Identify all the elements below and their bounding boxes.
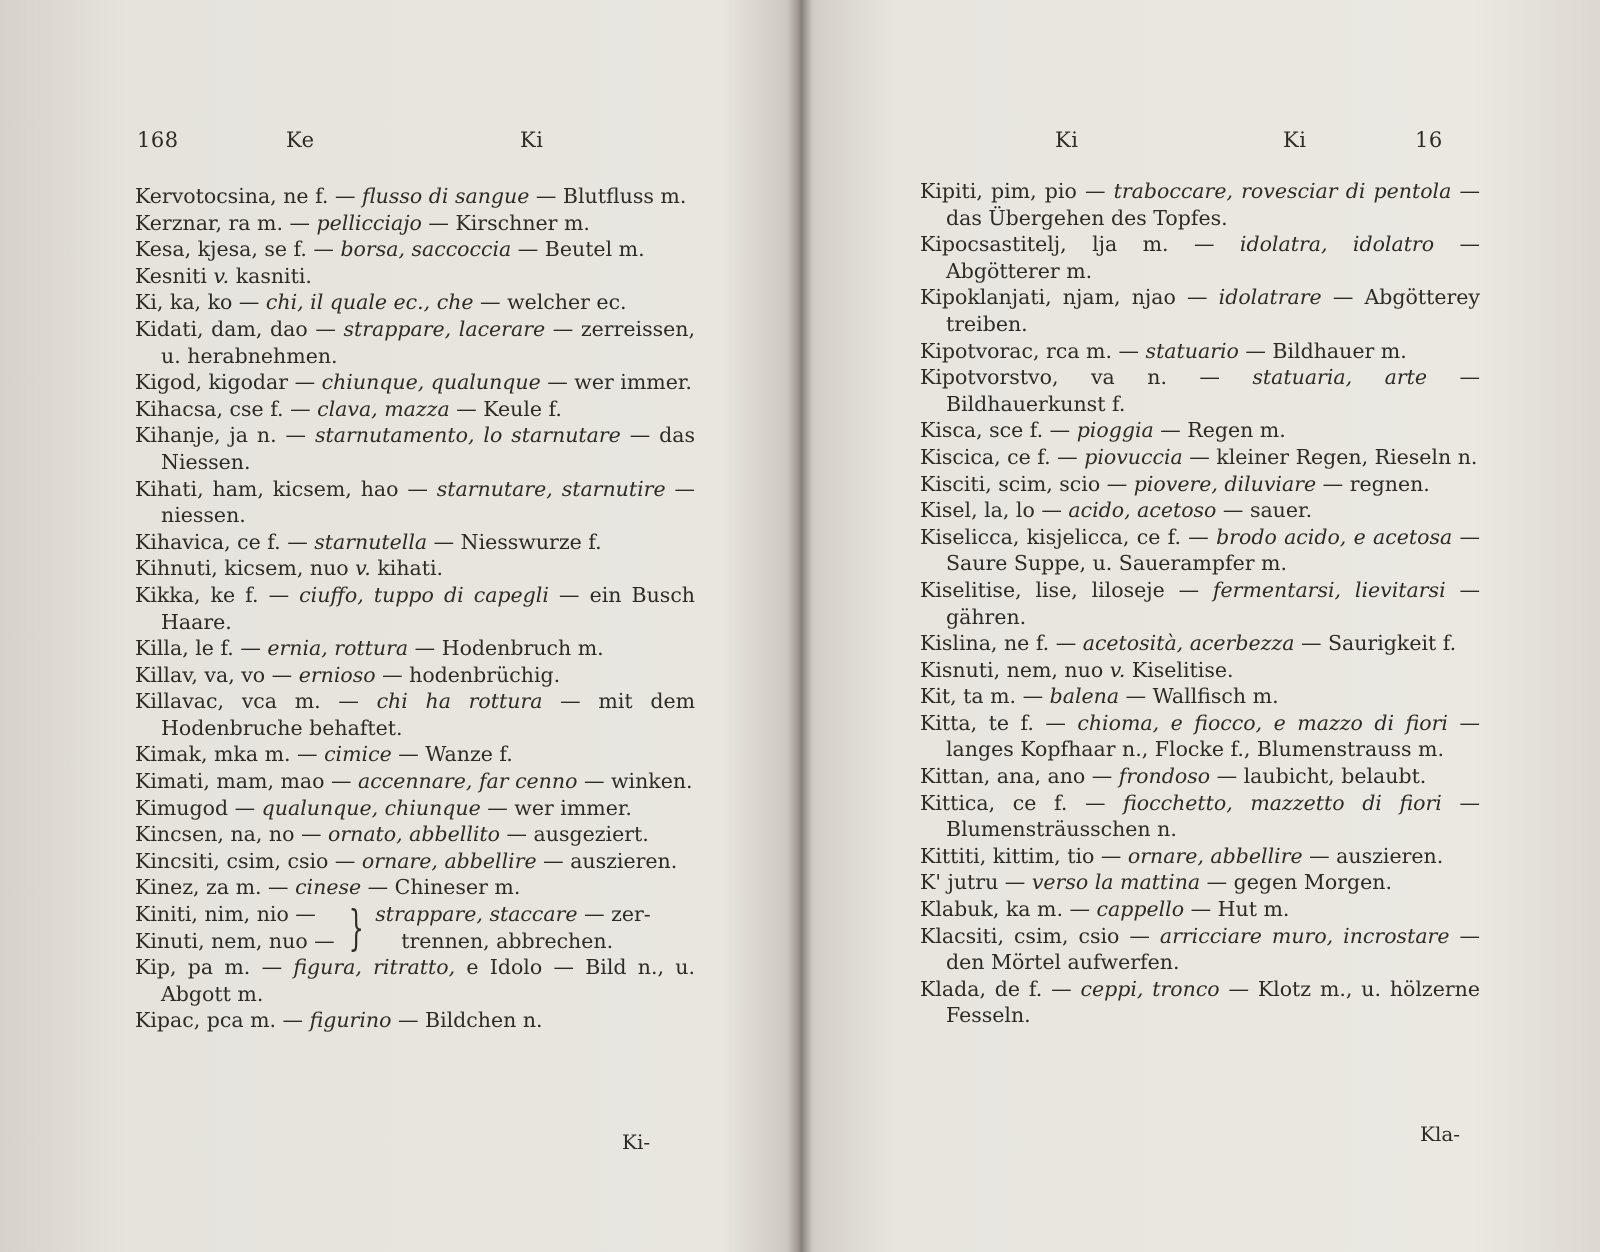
entry-german: — Chineser m.	[361, 875, 521, 900]
entry-german: — gegen Morgen.	[1200, 870, 1392, 895]
dictionary-entry	[920, 763, 1480, 790]
entry-italian: acido, acetoso	[1068, 498, 1217, 523]
entry-german: — ausgeziert.	[500, 822, 649, 847]
entry-headword: Kittiti, kittim, tio —	[920, 843, 1128, 868]
entry-headword: Kesniti	[135, 263, 214, 288]
dictionary-entry	[135, 688, 695, 741]
dictionary-entry	[920, 976, 1480, 1029]
entry-german: — Klotz m., u. hölzerne Fesseln.	[946, 976, 1480, 1028]
entry-german: — ein Busch Haare.	[161, 582, 695, 634]
entry-italian: ciuffo, tuppo di capegli	[299, 582, 549, 607]
entry-german: — das Übergehen des Topfes.	[946, 179, 1480, 230]
entry-italian: traboccare, rovesciar di pentola	[1113, 179, 1452, 203]
entry-italian: ernioso	[298, 662, 376, 687]
entry-german: — Bildhauer m.	[1238, 338, 1407, 363]
entry-italian: idolatra, idolatro	[1239, 232, 1435, 257]
dictionary-entry	[920, 338, 1480, 365]
right-page-number: 16	[1415, 128, 1443, 152]
entry-headword: Kigod, kigodar —	[135, 370, 322, 395]
entry-italian: figurino	[309, 1008, 392, 1033]
entry-headword: Kihacsa, cse f. —	[135, 396, 318, 421]
entry-italian: brodo acido, e acetosa	[1216, 524, 1453, 549]
dictionary-entry	[920, 923, 1480, 976]
right-catchword: Kla-	[1420, 1122, 1461, 1146]
entry-german: — Hodenbruch m.	[408, 636, 604, 661]
entry-german: — den Mörtel aufwerfen.	[946, 923, 1480, 975]
dictionary-entry	[920, 843, 1480, 870]
entry-german: kihati.	[370, 556, 444, 581]
dictionary-entry	[135, 210, 695, 237]
entry-headword: Kimati, mam, mao —	[135, 769, 359, 794]
entry-italian: cinese	[295, 875, 362, 900]
entry-headword: K' jutru —	[920, 870, 1032, 895]
entry-italian: ornare, abbellire	[361, 848, 537, 873]
entry-headword: Killa, le f. —	[135, 636, 268, 661]
entry-italian: borsa, saccoccia	[340, 237, 512, 262]
brace-glyph: }	[348, 899, 364, 956]
entry-german: Kiselitise.	[1125, 657, 1234, 682]
left-entries	[135, 183, 695, 1034]
brace-german-2: trennen, abbrechen.	[401, 928, 614, 953]
entry-italian: idolatrare	[1218, 285, 1322, 310]
entry-german: — Niesswurze f.	[427, 529, 602, 554]
entry-italian: v.	[1109, 657, 1126, 682]
dictionary-entry	[920, 284, 1480, 337]
entry-headword: Kimugod —	[135, 795, 262, 820]
entry-italian: accennare, far cenno	[358, 769, 578, 794]
entry-german: — Hut m.	[1184, 897, 1290, 922]
right-page	[800, 0, 1600, 1252]
entry-german: — Blumensträusschen n.	[946, 790, 1480, 842]
entry-german: — niessen.	[161, 476, 695, 528]
entry-italian: chi ha rottura	[376, 689, 543, 714]
entry-german: — Abgötterey treiben.	[946, 285, 1480, 336]
entry-headword: Klada, de f. —	[920, 976, 1081, 1001]
dictionary-entry	[135, 529, 695, 556]
entry-headword: Kidati, dam, dao —	[135, 316, 344, 341]
entry-headword: Kimak, mka m. —	[135, 742, 325, 767]
entry-headword: Kittan, ana, ano —	[920, 764, 1119, 789]
entry-german: — Regen m.	[1153, 418, 1286, 443]
entry-headword: Klacsiti, csim, csio —	[920, 923, 1160, 948]
entry-headword: Kincsiti, csim, csio —	[135, 848, 362, 873]
entry-german: — Blutfluss m.	[529, 184, 687, 208]
dictionary-entry	[920, 364, 1480, 417]
entry-headword: Kipotvorstvo, va n. —	[920, 365, 1253, 390]
dictionary-entry	[920, 896, 1480, 923]
entry-italian: ceppi, tronco	[1080, 976, 1220, 1001]
dictionary-entry	[920, 178, 1480, 231]
dictionary-entry	[920, 869, 1480, 896]
entry-headword: Kipotvorac, rca m. —	[920, 338, 1146, 363]
entry-headword: Kincsen, na, no —	[135, 822, 328, 847]
entry-italian: ornato, abbellito	[327, 822, 501, 847]
entry-headword: Kihnuti, kicsem, nuo	[135, 556, 356, 581]
entry-headword: Kiselicca, kisjelicca, ce f. —	[920, 524, 1217, 549]
right-header-left: Ki	[1055, 128, 1079, 152]
entry-german: — wer immer.	[540, 370, 692, 395]
entry-headword: Kipoklanjati, njam, njao —	[920, 285, 1219, 310]
dictionary-entry	[135, 1007, 695, 1034]
entry-italian: chi, il quale ec., che	[265, 290, 474, 315]
entry-headword: Kislina, ne f. —	[920, 631, 1083, 656]
entry-headword: Kinez, za m. —	[135, 875, 296, 900]
entry-headword: Kerznar, ra m. —	[135, 210, 317, 235]
entry-headword: Kihanje, ja n. —	[135, 423, 315, 448]
dictionary-entry	[135, 874, 695, 901]
entry-headword: Kisel, la, lo —	[920, 498, 1069, 523]
dictionary-entry	[135, 555, 695, 582]
entry-german: — hodenbrüchig.	[375, 662, 561, 687]
entry-german: — winken.	[577, 769, 693, 794]
entry-italian: strappare, lacerare	[343, 316, 546, 341]
entry-italian: chiunque, qualunque	[321, 370, 541, 395]
entry-headword: Kitta, te f. —	[920, 710, 1078, 735]
entry-headword: Kihavica, ce f. —	[135, 529, 315, 554]
dictionary-entry	[135, 662, 695, 689]
entry-italian: starnutamento, lo starnutare	[314, 423, 621, 448]
entry-german: — wer immer.	[480, 795, 632, 820]
entry-italian: balena	[1049, 684, 1120, 709]
left-header-right: Ki	[520, 128, 544, 152]
entry-italian: v.	[213, 263, 230, 288]
dictionary-entry	[135, 795, 695, 822]
right-entries	[920, 178, 1480, 1029]
dictionary-entry	[135, 316, 695, 369]
left-page	[0, 0, 790, 1252]
entry-italian: flusso di sangue	[361, 184, 530, 208]
entry-headword: Kesa, kjesa, se f. —	[135, 237, 341, 262]
entry-german: — das Niessen.	[161, 423, 695, 474]
entry-headword: Kisca, sce f. —	[920, 418, 1077, 443]
entry-italian: pellicciajo	[316, 210, 422, 235]
dictionary-entry	[135, 582, 695, 635]
entry-italian: ernia, rottura	[267, 636, 409, 661]
entry-italian: figura, ritratto,	[293, 955, 456, 980]
dictionary-entry	[920, 444, 1480, 471]
entry-italian: fiocchetto, mazzetto di fiori	[1123, 790, 1442, 815]
entry-german: — regnen.	[1316, 471, 1430, 496]
entry-headword: Kisciti, scim, scio —	[920, 471, 1134, 496]
entry-headword: Killavac, vca m. —	[135, 689, 377, 714]
entry-headword: Kipiti, pim, pio —	[920, 179, 1114, 203]
entry-german: — Bildchen n.	[391, 1008, 543, 1033]
entry-italian: fermentarsi, lievitarsi	[1212, 577, 1446, 602]
entry-italian: piovuccia	[1084, 444, 1183, 469]
left-catchword: Ki-	[622, 1130, 651, 1154]
right-header-mid: Ki	[1283, 128, 1307, 152]
entry-headword: Kihati, ham, kicsem, hao —	[135, 476, 437, 501]
entry-headword: Kisnuti, nem, nuo	[920, 657, 1110, 682]
entry-german: — Kirschner m.	[421, 210, 590, 235]
dictionary-entry	[920, 630, 1480, 657]
entry-headword: Kittica, ce f. —	[920, 790, 1124, 815]
entry-headword: Kipocsastitelj, lja m. —	[920, 232, 1240, 257]
dictionary-entry	[135, 369, 695, 396]
entry-italian: arricciare muro, incrostare	[1159, 923, 1450, 948]
entry-italian: cimice	[324, 742, 392, 767]
entry-italian: clava, mazza	[317, 396, 450, 421]
entry-german: — Bildhauerkunst f.	[946, 365, 1480, 416]
entry-italian: starnutare, starnutire	[436, 476, 666, 501]
entry-headword: Kiselitise, lise, liloseje —	[920, 577, 1213, 602]
dictionary-entry	[920, 657, 1480, 684]
entry-german: — kleiner Regen, Rieseln n.	[1182, 444, 1478, 469]
entry-italian: chioma, e fiocco, e mazzo di fiori	[1077, 710, 1448, 735]
entry-german: — Saurigkeit f.	[1294, 631, 1457, 656]
entry-italian: statuaria, arte	[1252, 365, 1428, 390]
brace-italian: strappare, staccare	[375, 902, 578, 927]
entry-german: — auszieren.	[536, 848, 678, 873]
left-header-mid: Ke	[286, 128, 315, 152]
entry-italian: verso la mattina	[1031, 870, 1201, 895]
entry-italian: v.	[355, 556, 371, 581]
entry-german: — sauer.	[1216, 498, 1313, 523]
brace-line-1: Kiniti, nim, nio —	[135, 902, 316, 927]
dictionary-entry	[135, 821, 695, 848]
dictionary-entry	[135, 954, 695, 1007]
dictionary-entry	[135, 848, 695, 875]
brace-german-1: — zer-	[577, 902, 651, 927]
entry-german: — Wanze f.	[391, 742, 513, 767]
entry-italian: piovere, diluviare	[1133, 471, 1317, 496]
entry-german: — mit dem Hodenbruche behaftet.	[161, 689, 696, 740]
dictionary-entry	[135, 768, 695, 795]
dictionary-entry	[920, 231, 1480, 284]
left-page-number: 168	[137, 128, 179, 152]
entry-german: e Idolo — Bild n., u. Abgott m.	[161, 955, 695, 1006]
entry-german: — Wallfisch m.	[1119, 684, 1279, 709]
entry-german: — laubicht, belaubt.	[1210, 764, 1427, 789]
entry-headword: Kervotocsina, ne f. —	[135, 184, 362, 208]
dictionary-entry	[920, 524, 1480, 577]
dictionary-entry	[920, 710, 1480, 763]
entry-headword: Klabuk, ka m. —	[920, 897, 1097, 922]
entry-german: kasniti.	[229, 263, 312, 288]
entry-german: — Keule f.	[449, 396, 562, 421]
dictionary-entry	[135, 183, 695, 210]
dictionary-entry	[920, 417, 1480, 444]
dictionary-entry	[135, 236, 695, 263]
entry-italian: acetosità, acerbezza	[1082, 631, 1295, 656]
dictionary-entry	[135, 263, 695, 290]
entry-headword: Kit, ta m. —	[920, 684, 1050, 709]
dictionary-entry	[920, 471, 1480, 498]
entry-german: — gähren.	[946, 577, 1480, 629]
dictionary-entry	[920, 790, 1480, 843]
entry-italian: frondoso	[1118, 764, 1211, 789]
dictionary-entry	[135, 422, 695, 475]
entry-german: — Saure Suppe, u. Sauerampfer m.	[946, 524, 1480, 576]
entry-german: — langes Kopfhaar n., Flocke f., Blumenstrauss m.	[946, 710, 1480, 762]
entry-headword: Kikka, ke f. —	[135, 582, 300, 607]
entry-german: — auszieren.	[1302, 843, 1444, 868]
entry-headword: Killav, va, vo —	[135, 662, 299, 687]
dictionary-entry	[920, 497, 1480, 524]
entry-italian: statuario	[1145, 338, 1239, 363]
entry-german: — Beutel m.	[511, 237, 645, 262]
entry-italian: cappello	[1096, 897, 1185, 922]
dictionary-entry	[135, 476, 695, 529]
entry-german: — welcher ec.	[473, 290, 627, 315]
dictionary-entry	[135, 289, 695, 316]
dictionary-entry	[135, 396, 695, 423]
brace-entry	[135, 901, 695, 954]
dictionary-entry	[135, 741, 695, 768]
entry-headword: Kipac, pca m. —	[135, 1008, 310, 1033]
dictionary-entry	[920, 577, 1480, 630]
entry-german: — zerreissen, u. herabnehmen.	[161, 316, 695, 368]
entry-italian: ornare, abbellire	[1127, 843, 1303, 868]
brace-line-2: Kinuti, nem, nuo —	[135, 928, 335, 953]
entry-headword: Ki, ka, ko —	[135, 290, 266, 315]
entry-headword: Kiscica, ce f. —	[920, 444, 1085, 469]
dictionary-entry	[920, 683, 1480, 710]
entry-italian: pioggia	[1076, 418, 1154, 443]
dictionary-entry	[135, 635, 695, 662]
entry-italian: qualunque, chiunque	[261, 795, 481, 820]
entry-italian: starnutella	[314, 529, 428, 554]
entry-german: — Abgötterer m.	[946, 232, 1480, 283]
entry-headword: Kip, pa m. —	[135, 955, 294, 980]
